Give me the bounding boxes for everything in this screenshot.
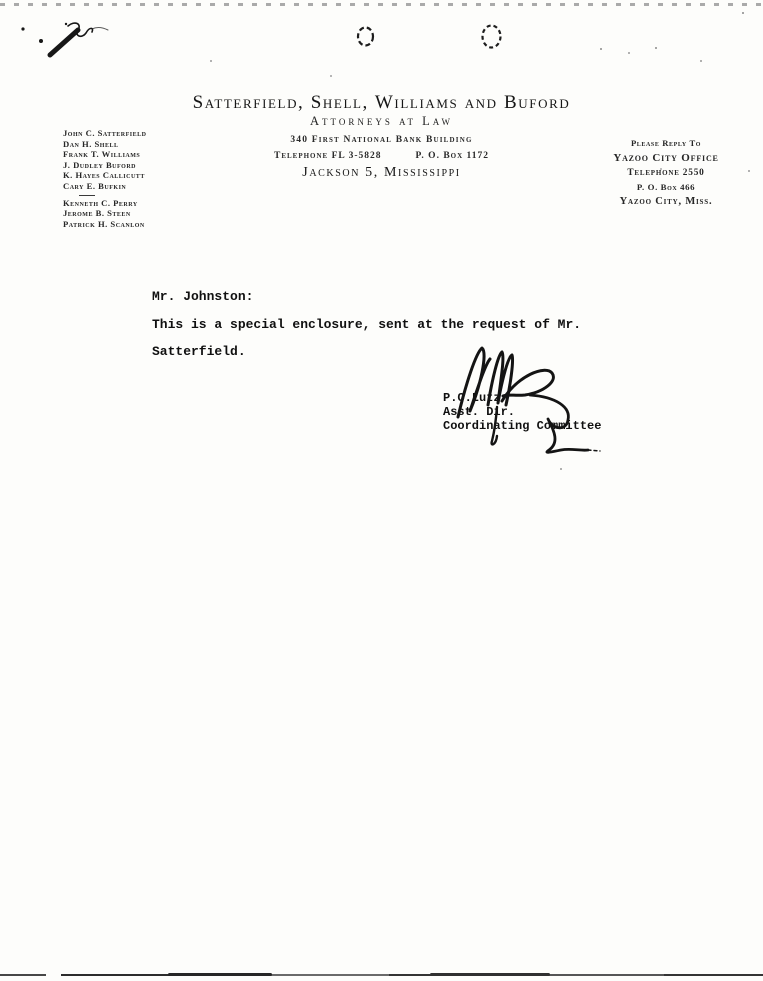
attorney-name: John C. Satterfield bbox=[63, 128, 147, 138]
firm-name: Satterfield, Shell, Williams and Buford bbox=[192, 92, 571, 113]
scan-bottom-edge-blob bbox=[168, 973, 272, 976]
body-text-line: Satterfield. bbox=[152, 344, 246, 359]
attorney-roster bbox=[63, 128, 146, 229]
attorney-name: Jerome B. Steen bbox=[63, 208, 131, 219]
signer-name: P.C.Lutz bbox=[443, 391, 501, 405]
reply-to-po-box: P. O. Box 466 bbox=[636, 182, 696, 192]
reply-to-telephone: Telephone 2550 bbox=[627, 168, 705, 178]
attorney-name: Cary E. Bufkin bbox=[63, 180, 127, 191]
roster-divider bbox=[79, 195, 95, 196]
signer-title: Asst. Dir. bbox=[443, 405, 516, 419]
handwritten-signature-icon bbox=[430, 345, 605, 467]
scan-noise-specks bbox=[600, 48, 602, 50]
reply-to-label: Please Reply To bbox=[630, 138, 702, 148]
attorney-name: J. Dudley Buford bbox=[63, 159, 137, 170]
firm-city: Jackson 5, Mississippi bbox=[302, 165, 461, 180]
attorney-name: Kenneth C. Perry bbox=[63, 197, 138, 208]
attorney-name: K. Hayes Callicutt bbox=[63, 170, 145, 181]
scan-top-dotted-edge bbox=[0, 3, 763, 6]
ring-hole-punch-icon bbox=[480, 24, 503, 49]
reply-to-block bbox=[594, 136, 738, 209]
body-text-line: This is a special enclosure, sent at the request of Mr. bbox=[152, 317, 582, 332]
pen-scribble-icon bbox=[20, 18, 135, 73]
reply-to-office: Yazoo City Office bbox=[613, 152, 719, 164]
attorney-name: Patrick H. Scanlon bbox=[63, 218, 145, 229]
signer-organization: Coordinating Committee bbox=[443, 419, 602, 433]
firm-po-box: P. O. Box 1172 bbox=[415, 151, 490, 161]
firm-subtitle: Attorneys at Law bbox=[309, 114, 454, 128]
attorney-name: Frank T. Williams bbox=[63, 149, 141, 160]
firm-address: 340 First National Bank Building bbox=[290, 135, 473, 145]
salutation: Mr. Johnston: bbox=[152, 289, 254, 304]
firm-telephone: Telephone FL 3-5828 bbox=[273, 151, 382, 161]
attorney-name: Dan H. Shell bbox=[63, 138, 119, 149]
reply-to-city: Yazoo City, Miss. bbox=[619, 196, 713, 207]
scan-bottom-edge-line bbox=[0, 974, 763, 976]
scan-bottom-edge-blob bbox=[430, 973, 550, 976]
ring-hole-punch-icon bbox=[356, 26, 375, 47]
